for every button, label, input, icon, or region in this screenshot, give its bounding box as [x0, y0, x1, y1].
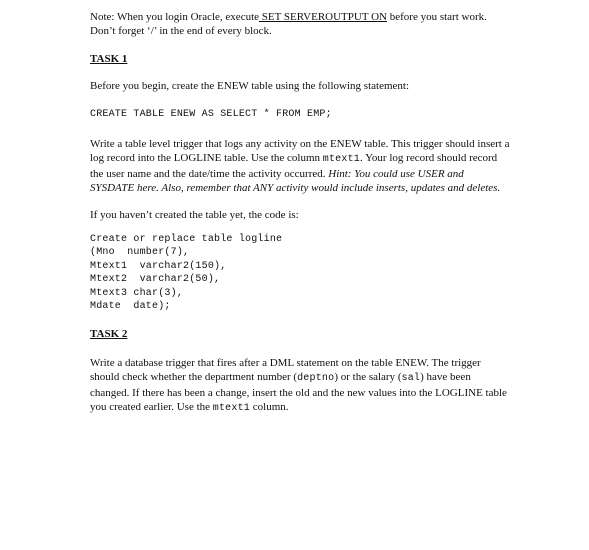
task2-text-d: column. — [250, 401, 289, 414]
task2-heading: TASK 2 — [90, 328, 128, 341]
code-line: Mdate date); — [90, 301, 171, 313]
code-line: Mtext2 varchar2(50), — [90, 274, 221, 286]
task1-hint: Hint: You could use USER and SYSDATE here. Also, remember that ANY activity would include inserts, updates and deletes. — [90, 168, 501, 194]
note-suffix: before you start work. Don’t forget ‘/’ in the end of every block. — [90, 11, 487, 37]
task1-heading: TASK 1 — [90, 53, 128, 65]
code-line: Mtext1 varchar2(150), — [90, 260, 227, 272]
task1-prelude: If you haven’t created the table yet, the code is: — [90, 209, 299, 221]
task1-instruction-b: . Your log record should record the user name and the date/time the activity occurred. — [90, 152, 498, 180]
task2-text-a: Write a database trigger that fires after a DML statement on the table ENEW. The trigger should check whether the department number ( — [90, 357, 481, 384]
task2-text — [90, 356, 510, 416]
serveroutput-command: SET SERVEROUTPUT ON — [259, 11, 387, 23]
task2-text-c: ) have been changed. If there has been a change, insert the old and the new values into the LOGLINE table you created earlier. Use the — [90, 371, 507, 414]
document-page — [90, 8, 510, 416]
create-enew-statement: CREATE TABLE ENEW AS SELECT * FROM EMP; — [90, 109, 332, 120]
code-line: Create or replace table logline — [90, 234, 283, 245]
mtext1-column: mtext1 — [322, 154, 360, 165]
code-line: (Mno number(7), — [90, 247, 190, 259]
task2-text-b: ) or the salary ( — [334, 371, 402, 384]
sal-column: sal — [401, 373, 421, 385]
mtext1-column: mtext1 — [212, 403, 250, 415]
note-prefix: Note: When you login Oracle, execute — [90, 11, 260, 23]
task1-instruction-a: Write a table level trigger that logs any activity on the ENEW table. This trigger should insert a log record into the LOGLINE table. Use the column — [90, 138, 510, 164]
logline-code-block — [90, 233, 510, 313]
code-line: Mtext3 char(3), — [90, 287, 184, 299]
deptno-column: deptno — [297, 373, 335, 385]
note-paragraph — [90, 10, 510, 38]
task1-intro: Before you begin, create the ENEW table using the following statement: — [90, 80, 410, 92]
task1-instruction — [90, 137, 510, 195]
